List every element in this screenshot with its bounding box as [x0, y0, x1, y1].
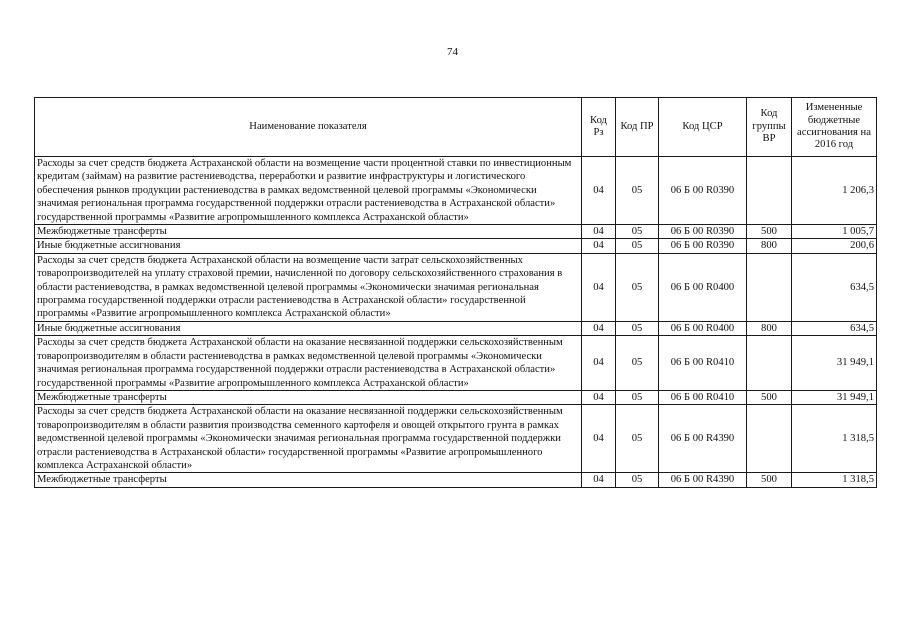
header-vr: Код группы ВР	[747, 98, 792, 157]
row-name: Расходы за счет средств бюджета Астраханской области на оказание несвязанной поддержки сельскохозяйственным товаропроизводителям в области растениеводства в рамках ведомственной целевой программы «Экономически значимая региональная программа государственной поддержки отрасли растениеводства в Астраханской области» государственной программы «Развитие агропромышленного комплекса Астраханской области»	[35, 336, 582, 391]
table-row	[35, 157, 877, 225]
row-vr: 800	[747, 321, 792, 335]
row-rz: 04	[582, 390, 616, 404]
budget-allocation-table	[34, 97, 877, 488]
row-pr: 05	[616, 253, 659, 321]
row-name: Межбюджетные трансферты	[35, 473, 582, 487]
row-amount: 200,6	[792, 239, 877, 253]
table-row	[35, 336, 877, 391]
table-row	[35, 390, 877, 404]
row-vr	[747, 405, 792, 473]
row-name: Расходы за счет средств бюджета Астраханской области на возмещение части процентной ставки по инвестиционным кредитам (займам) на развитие растениеводства, переработки и развитие инфраструктуры и логистического обеспечения рынков продукции растениеводства в рамках ведомственной целевой программы «Экономически значимая региональная программа государственной поддержки отрасли растениеводства в Астраханской области» государственной программы «Развитие агропромышленного комплекса Астраханской области»	[35, 157, 582, 225]
row-amount: 634,5	[792, 253, 877, 321]
row-amount: 31 949,1	[792, 390, 877, 404]
row-csr: 06 Б 00 R0410	[659, 336, 747, 391]
row-vr: 500	[747, 390, 792, 404]
row-pr: 05	[616, 239, 659, 253]
row-rz: 04	[582, 405, 616, 473]
row-amount: 31 949,1	[792, 336, 877, 391]
row-name: Иные бюджетные ассигнования	[35, 321, 582, 335]
header-amount: Измененные бюджетные ассигнования на 2016 год	[792, 98, 877, 157]
row-vr: 500	[747, 225, 792, 239]
row-name: Расходы за счет средств бюджета Астраханской области на оказание несвязанной поддержки сельскохозяйственным товаропроизводителям в области развития производства семенного картофеля и овощей открытого грунта в рамках ведомственной целевой программы «Экономически значимая региональная программа государственной поддержки отрасли растениеводства в Астраханской области» государственной программы «Развитие агропромышленного комплекса Астраханской области»	[35, 405, 582, 473]
row-amount: 1 318,5	[792, 405, 877, 473]
row-csr: 06 Б 00 R0390	[659, 239, 747, 253]
row-rz: 04	[582, 336, 616, 391]
row-pr: 05	[616, 390, 659, 404]
row-rz: 04	[582, 253, 616, 321]
table-row	[35, 405, 877, 473]
row-rz: 04	[582, 225, 616, 239]
row-amount: 634,5	[792, 321, 877, 335]
page-number: 74	[447, 46, 458, 58]
header-csr: Код ЦСР	[659, 98, 747, 157]
row-pr: 05	[616, 157, 659, 225]
row-csr: 06 Б 00 R0410	[659, 390, 747, 404]
row-pr: 05	[616, 321, 659, 335]
table-row	[35, 253, 877, 321]
row-vr: 800	[747, 239, 792, 253]
table-row	[35, 225, 877, 239]
row-rz: 04	[582, 473, 616, 487]
header-name: Наименование показателя	[35, 98, 582, 157]
row-vr	[747, 157, 792, 225]
row-vr	[747, 253, 792, 321]
header-pr: Код ПР	[616, 98, 659, 157]
row-csr: 06 Б 00 R0400	[659, 321, 747, 335]
row-name: Иные бюджетные ассигнования	[35, 239, 582, 253]
row-rz: 04	[582, 157, 616, 225]
header-rz: Код Рз	[582, 98, 616, 157]
row-csr: 06 Б 00 R0390	[659, 225, 747, 239]
row-vr	[747, 336, 792, 391]
table-row	[35, 239, 877, 253]
table-row	[35, 473, 877, 487]
row-csr: 06 Б 00 R4390	[659, 405, 747, 473]
row-csr: 06 Б 00 R0400	[659, 253, 747, 321]
row-pr: 05	[616, 225, 659, 239]
row-pr: 05	[616, 405, 659, 473]
row-csr: 06 Б 00 R4390	[659, 473, 747, 487]
row-name: Межбюджетные трансферты	[35, 225, 582, 239]
table-row	[35, 321, 877, 335]
table-header-row	[35, 98, 877, 157]
row-amount: 1 318,5	[792, 473, 877, 487]
row-pr: 05	[616, 473, 659, 487]
row-rz: 04	[582, 239, 616, 253]
row-vr: 500	[747, 473, 792, 487]
row-csr: 06 Б 00 R0390	[659, 157, 747, 225]
row-amount: 1 206,3	[792, 157, 877, 225]
row-rz: 04	[582, 321, 616, 335]
row-name: Расходы за счет средств бюджета Астраханской области на возмещение части затрат сельскохозяйственных товаропроизводителей на уплату страховой премии, начисленной по договору сельскохозяйственного страхования в области растениеводства, в рамках ведомственной целевой программы «Экономически значимая региональная программа государственной поддержки отрасли растениеводства в Астраханской области» государственной программы «Развитие агропромышленного комплекса Астраханской области»	[35, 253, 582, 321]
row-pr: 05	[616, 336, 659, 391]
row-name: Межбюджетные трансферты	[35, 390, 582, 404]
row-amount: 1 005,7	[792, 225, 877, 239]
